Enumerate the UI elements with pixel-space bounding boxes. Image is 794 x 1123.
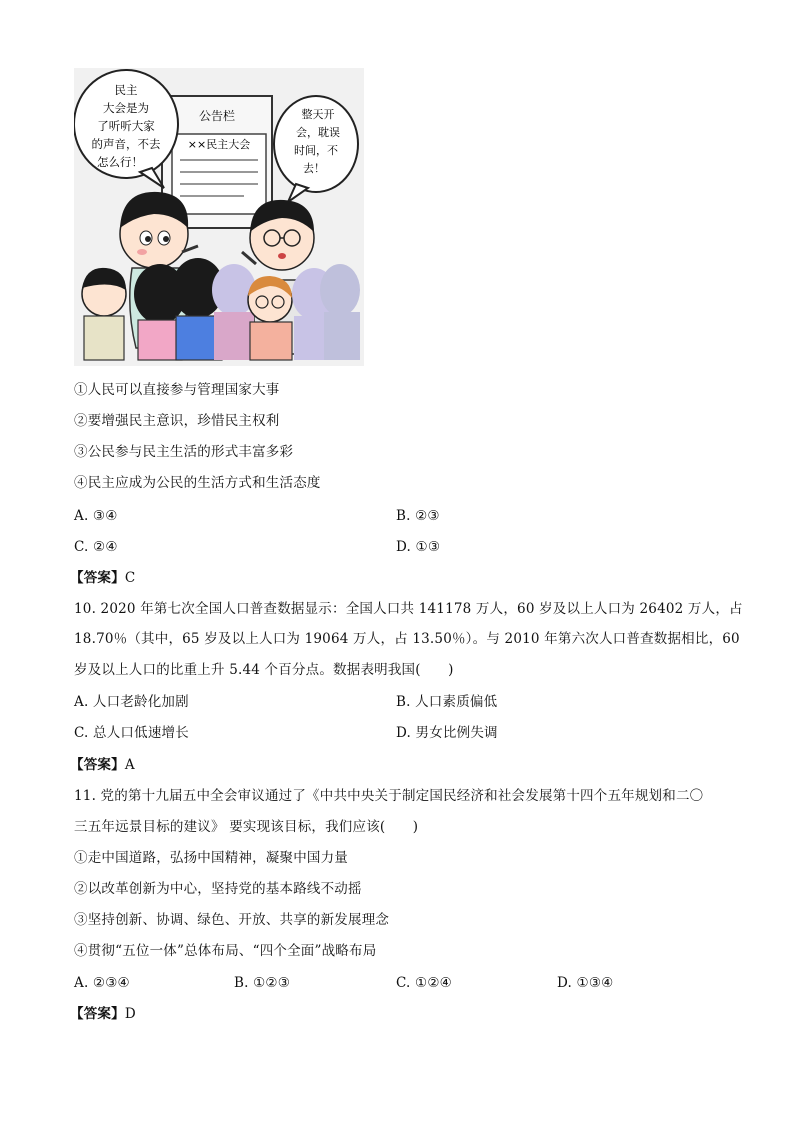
q9-choice-d: D. ①③ — [396, 539, 441, 555]
q10-choice-a: A. 人口老龄化加剧 — [74, 694, 189, 710]
q11-option-3: ③坚持创新、协调、绿色、开放、共享的新发展理念 — [74, 912, 390, 928]
bubble-right-line-4: 去！ — [303, 162, 325, 175]
q10-stem-line-1: 10. 2020 年第七次全国人口普查数据显示：全国人口共 141178 万人，60 岁及以上人口为 26402 万人，占 — [74, 601, 743, 617]
q9-choice-a: A. ③④ — [74, 508, 118, 524]
q11-option-1: ①走中国道路，弘扬中国精神，凝聚中国力量 — [74, 850, 348, 866]
q10-choice-d: D. 男女比例失调 — [396, 725, 498, 741]
answer-label: 【答案】 — [70, 570, 125, 586]
bubble-left-line-4: 的声音，不去 — [91, 137, 161, 151]
bubble-left-line-2: 大会是为 — [103, 101, 149, 115]
q11-choice-c: C. ①②④ — [396, 975, 452, 991]
q11-option-2: ②以改革创新为中心，坚持党的基本路线不动摇 — [74, 881, 362, 897]
q10-choice-b: B. 人口素质偏低 — [396, 694, 498, 710]
q11-choice-a: A. ②③④ — [74, 975, 130, 991]
answer-value: D — [124, 1006, 136, 1022]
q11-option-4: ④贯彻“五位一体”总体布局、“四个全面”战略布局 — [74, 943, 377, 959]
q9-option-2: ②要增强民主意识，珍惜民主权利 — [74, 413, 280, 429]
q11-choice-b: B. ①②③ — [234, 975, 291, 991]
q9-option-3: ③公民参与民主生活的形式丰富多彩 — [74, 444, 294, 460]
q10-stem-line-2: 18.70％（其中，65 岁及以上人口为 19064 万人，占 13.50％）。与 2010 年第六次人口普查数据相比，60 — [74, 631, 740, 647]
q11-stem-line-2: 三五年远景目标的建议》 要实现该目标，我们应该( ) — [74, 819, 419, 835]
bubble-right-line-1: 整天开 — [301, 108, 335, 121]
bubble-right-line-2: 会，耽误 — [296, 126, 340, 139]
bubble-left-line-3: 了听听大家 — [97, 119, 155, 133]
answer-value: A — [124, 757, 135, 773]
q10-choice-c: C. 总人口低速增长 — [74, 725, 189, 741]
bubble-right-line-3: 时间，不 — [294, 144, 338, 157]
q9-option-4: ④民主应成为公民的生活方式和生活态度 — [74, 475, 321, 491]
answer-label: 【答案】 — [70, 757, 125, 773]
bubble-left-line-1: 民主 — [114, 83, 138, 97]
q10-stem-line-3: 岁及以上人口的比重上升 5.44 个百分点。数据表明我国( ) — [74, 662, 454, 678]
board-notice: ××民主大会 — [187, 138, 251, 151]
q11-answer — [70, 1005, 136, 1023]
bubble-left-line-5: 怎么行！ — [97, 155, 143, 169]
q9-choice-c: C. ②④ — [74, 539, 118, 555]
q11-stem-line-1: 11. 党的第十九届五中全会审议通过了《中共中央关于制定国民经济和社会发展第十四个五年规划和二〇 — [74, 788, 704, 804]
q9-choice-b: B. ②③ — [396, 508, 440, 524]
board-title: 公告栏 — [198, 109, 236, 123]
answer-label: 【答案】 — [70, 1006, 125, 1022]
q9-option-1: ①人民可以直接参与管理国家大事 — [74, 382, 280, 398]
q11-choice-d: D. ①③④ — [557, 975, 614, 991]
cartoon-illustration — [74, 68, 364, 366]
q9-answer — [70, 569, 135, 587]
answer-value: C — [124, 570, 136, 586]
q10-answer — [70, 756, 135, 774]
